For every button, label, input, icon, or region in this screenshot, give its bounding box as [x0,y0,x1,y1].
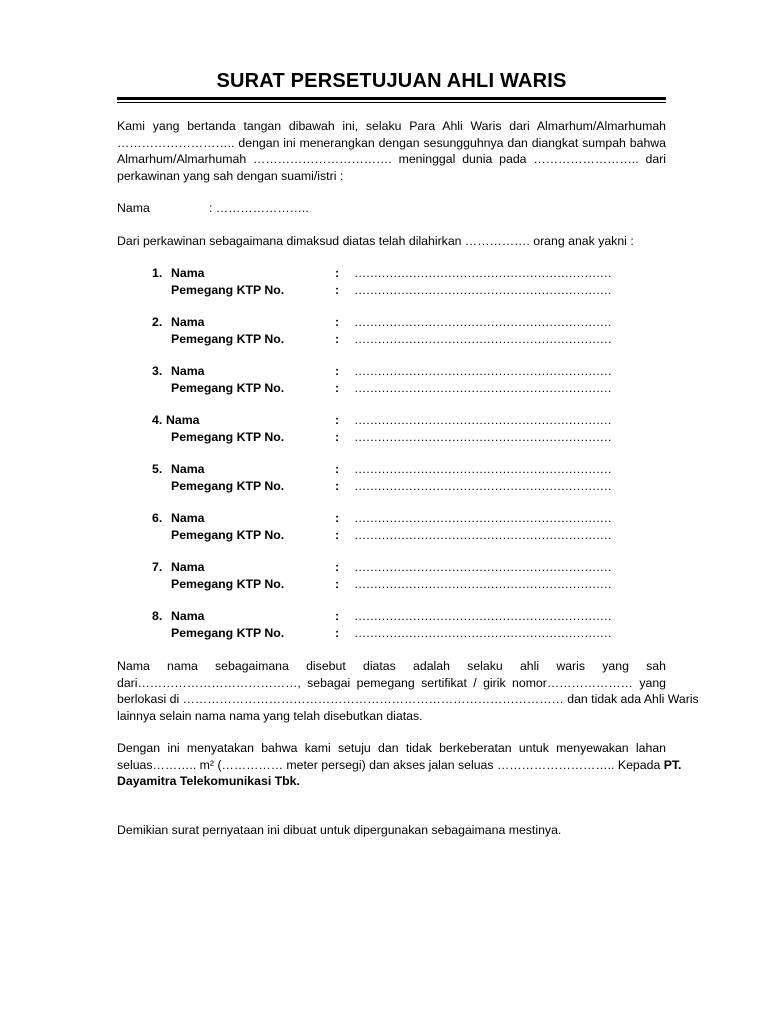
colon: : [335,609,340,623]
child-ktp-blank: ………………………………………………………… [354,331,612,346]
child-name-label: Nama [171,364,205,378]
child-name-label: Nama [171,266,205,280]
heirs-line: berlokasi di ………………………………………………………………………………… dan tidak ada Ahli Waris [117,692,699,706]
child-ktp-blank: ………………………………………………………… [354,429,612,444]
child-name-blank: ………………………………………………………… [354,609,612,623]
colon: : [335,478,340,493]
child-name-blank: ………………………………………………………… [354,511,612,525]
colon: : [335,462,340,476]
child-ktp-blank: ………………………………………………………… [354,576,612,591]
child-ktp-blank: ………………………………………………………… [354,625,612,640]
heirs-line: lainnya selain nama nama yang telah disebutkan diatas. [117,708,423,723]
child-name-blank: ………………………………………………………… [354,413,612,427]
colon: : [335,511,340,525]
child-name-blank: ………………………………………………………… [354,364,612,378]
child-ktp-label: Pemegang KTP No. [171,380,285,395]
child-name-label: Nama [171,560,205,574]
child-name-label: Nama [166,413,200,427]
child-entry [117,560,666,594]
consent-line-2 [117,757,682,774]
colon: : [335,429,340,444]
child-entry [117,315,666,349]
child-entry [117,609,666,643]
spouse-name-label: Nama [117,201,150,215]
intro-line: perkawinan yang sah dengan suami/istri : [117,168,344,183]
colon: : [335,364,340,378]
child-entry [117,364,666,398]
title-rule-thick [117,97,666,100]
child-number: 3. [152,364,163,378]
colon: : [335,625,340,640]
intro-paragraph [117,118,666,184]
colon: : [335,576,340,591]
consent-paragraph [117,740,682,790]
consent-line: Dengan ini menyatakan bahwa kami setuju dan tidak berkeberatan untuk menyewakan lahan [117,741,666,755]
child-entry [117,511,666,545]
title-rule-thin [117,102,666,103]
child-ktp-label: Pemegang KTP No. [171,527,285,542]
child-name-label: Nama [171,315,205,329]
child-entry [117,266,666,300]
intro-line: Kami yang bertanda tangan dibawah ini, selaku Para Ahli Waris dari Almarhum/Almarhumah [117,119,666,133]
colon: : [335,560,340,574]
spouse-name-value: : ………………….. [209,201,309,215]
colon: : [335,266,340,280]
spouse-name-line [117,201,309,215]
child-ktp-blank: ………………………………………………………… [354,380,612,395]
child-number: 8. [152,609,163,623]
colon: : [335,331,340,346]
child-ktp-label: Pemegang KTP No. [171,576,285,591]
child-ktp-label: Pemegang KTP No. [171,478,285,493]
closing-paragraph [117,822,666,839]
child-ktp-label: Pemegang KTP No. [171,282,285,297]
child-number: 2. [152,315,163,329]
company-name-start: PT. [663,757,682,772]
colon: : [335,315,340,329]
child-name-blank: ………………………………………………………… [354,462,612,476]
intro-line: ……………………….. dengan ini menerangkan dengan sesungguhnya dan diangkat sumpah bahwa [117,135,666,150]
heirs-paragraph [117,658,699,724]
closing-statement: Demikian surat pernyataan ini dibuat untuk dipergunakan sebagaimana mestinya. [117,823,562,837]
child-name-blank: ………………………………………………………… [354,266,612,280]
child-ktp-blank: ………………………………………………………… [354,478,612,493]
child-number: 7. [152,560,163,574]
children-intro: Dari perkawinan sebagaimana dimaksud diatas telah dilahirkan ……………. orang anak yakni : [117,234,634,248]
child-name-label: Nama [171,511,205,525]
child-number: 4. [152,413,163,427]
child-ktp-label: Pemegang KTP No. [171,625,285,640]
colon: : [335,413,340,427]
child-name-label: Nama [171,609,205,623]
child-name-label: Nama [171,462,205,476]
child-name-blank: ………………………………………………………… [354,315,612,329]
intro-line: Almarhum/Almarhumah ……………………………. meninggal dunia pada …………………….. dari [117,152,666,166]
document-title: SURAT PERSETUJUAN AHLI WARIS [216,70,567,92]
colon: : [335,282,340,297]
child-number: 6. [152,511,163,525]
company-name: Dayamitra Telekomunikasi Tbk. [117,774,300,788]
heirs-line: dari…………………………………, sebagai pemegang sertifikat / girik nomor………………… yang [117,675,666,690]
consent-line-2-text: seluas……….. m² (…………… meter persegi) dan akses jalan seluas ……………………….. Kepada [117,757,661,772]
child-ktp-blank: ………………………………………………………… [354,527,612,542]
child-entry [117,462,666,496]
child-entry [117,413,666,447]
child-number: 5. [152,462,163,476]
child-ktp-label: Pemegang KTP No. [171,429,285,444]
colon: : [335,380,340,395]
child-ktp-blank: ………………………………………………………… [354,282,612,297]
child-ktp-label: Pemegang KTP No. [171,331,285,346]
child-number: 1. [152,266,163,280]
children-intro-paragraph [117,233,666,250]
colon: : [335,527,340,542]
child-name-blank: ………………………………………………………… [354,560,612,574]
heirs-line: Nama nama sebagaimana disebut diatas adalah selaku ahli waris yang sah [117,659,666,673]
